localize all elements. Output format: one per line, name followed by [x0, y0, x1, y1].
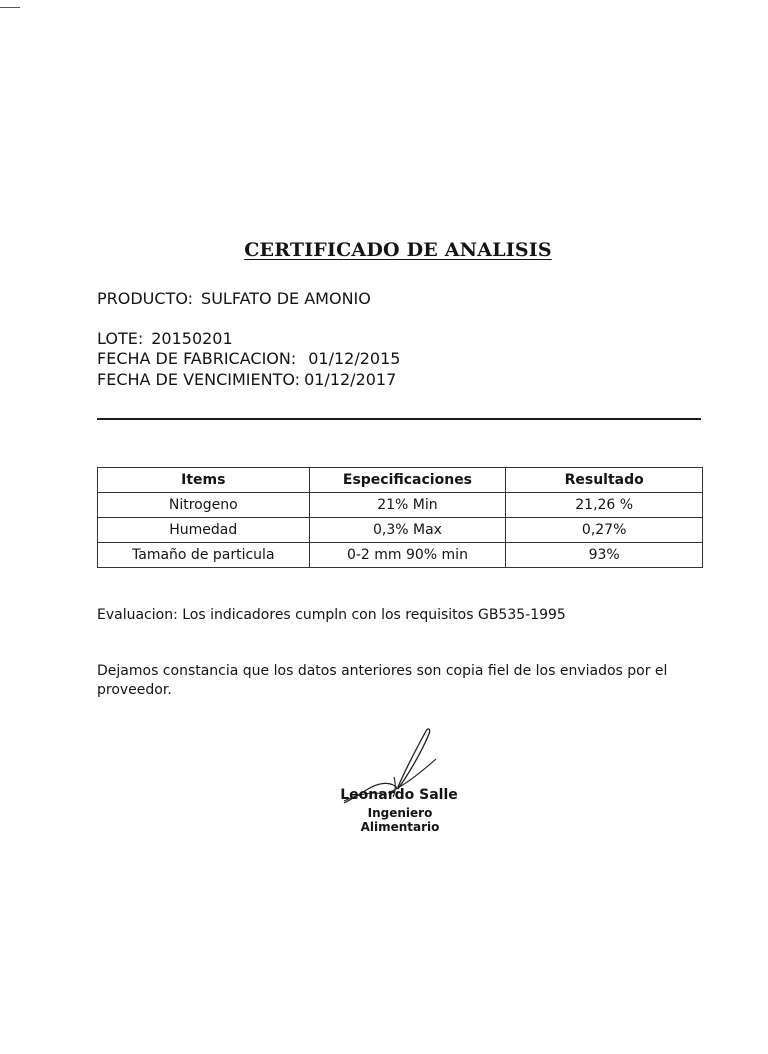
- header-items: Items: [98, 468, 310, 493]
- cell-item: Nitrogeno: [98, 493, 310, 518]
- product-line: [97, 289, 371, 308]
- lote-label: LOTE:: [97, 329, 144, 348]
- signer-name: Leonardo Salle: [340, 787, 458, 803]
- cell-item: Tamaño de particula: [98, 543, 310, 568]
- signer-role: Ingeniero Alimentario: [360, 806, 440, 834]
- table-row: [98, 493, 703, 518]
- header-especificaciones: Especificaciones: [309, 468, 506, 493]
- cell-spec: 21% Min: [309, 493, 506, 518]
- cell-result: 21,26 %: [506, 493, 703, 518]
- table-header-row: [98, 468, 703, 493]
- cell-spec: 0-2 mm 90% min: [309, 543, 506, 568]
- table-row: [98, 543, 703, 568]
- constancia-line-2: proveedor.: [97, 682, 172, 698]
- analysis-table: [97, 467, 703, 568]
- scan-edge-mark: [0, 7, 20, 8]
- cell-spec: 0,3% Max: [309, 518, 506, 543]
- separator-rule: [97, 418, 701, 420]
- document-title: CERTIFICADO DE ANALISIS: [244, 239, 552, 261]
- vencimiento-label: FECHA DE VENCIMIENTO:: [97, 370, 301, 389]
- product-value: SULFATO DE AMONIO: [201, 289, 371, 308]
- cell-result: 93%: [506, 543, 703, 568]
- constancia-paragraph: [97, 662, 667, 700]
- product-label: PRODUCTO:: [97, 289, 194, 308]
- vencimiento-line: [97, 370, 396, 389]
- vencimiento-value: 01/12/2017: [304, 370, 397, 389]
- lote-value: 20150201: [151, 329, 233, 348]
- fabricacion-line: [97, 349, 400, 368]
- cell-result: 0,27%: [506, 518, 703, 543]
- constancia-line-1: Dejamos constancia que los datos anteriores son copia fiel de los enviados por el: [97, 663, 668, 679]
- cell-item: Humedad: [98, 518, 310, 543]
- fabricacion-label: FECHA DE FABRICACION:: [97, 349, 297, 368]
- table-row: [98, 518, 703, 543]
- fabricacion-value: 01/12/2015: [308, 349, 401, 368]
- header-resultado: Resultado: [506, 468, 703, 493]
- lote-line: [97, 329, 233, 348]
- evaluacion-text: Evaluacion: Los indicadores cumpln con los requisitos GB535-1995: [97, 607, 566, 623]
